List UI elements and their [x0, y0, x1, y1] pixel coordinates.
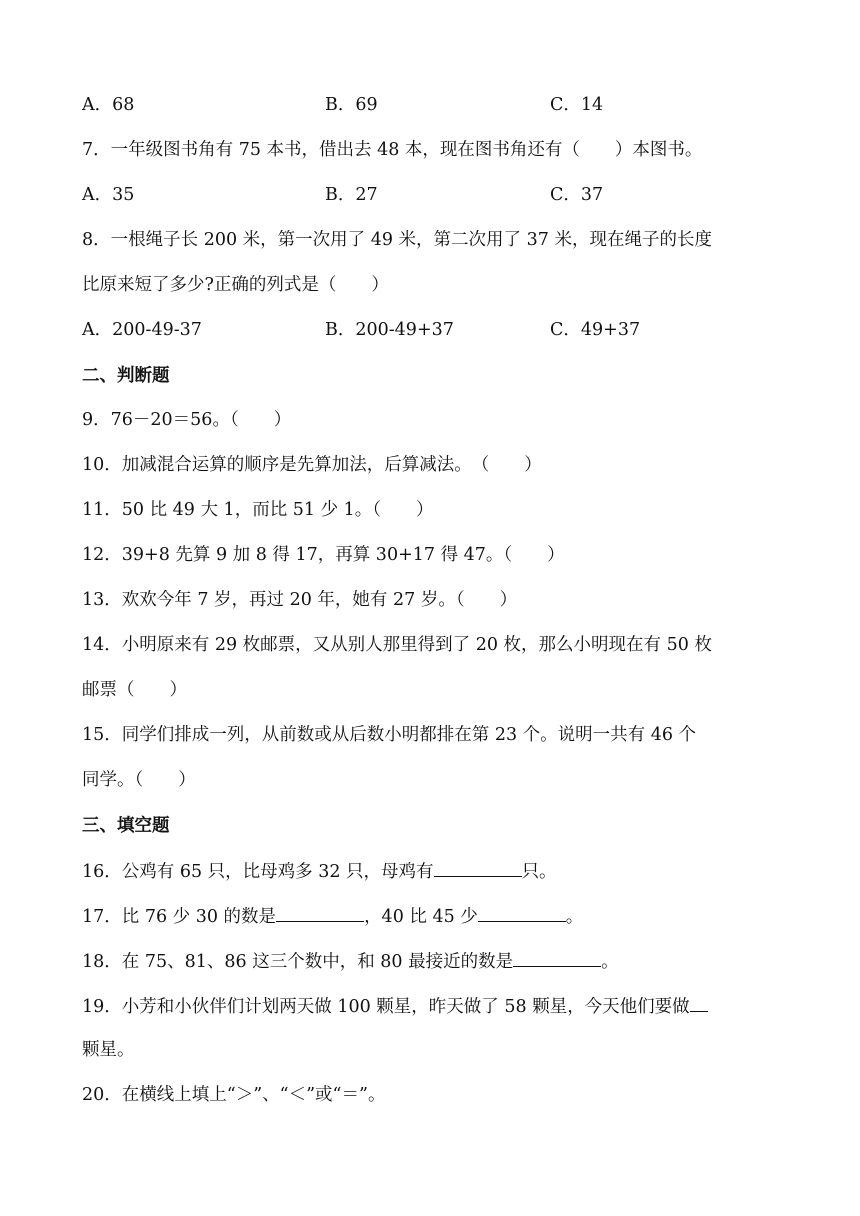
- q8-option-b: B．200-49+37: [325, 320, 454, 340]
- section-heading-fill-in: 三、填空题: [82, 816, 170, 836]
- question-8-line-1: 8．一根绳子长 200 米，第一次用了 49 米，第二次用了 37 米，现在绳子的长度: [82, 230, 712, 250]
- q17-text-before: 17．比 76 少 30 的数是: [82, 907, 277, 927]
- question-20: 20．在横线上填上“＞”、“＜”或“＝”。: [82, 1085, 386, 1105]
- question-10: 10．加减混合运算的顺序是先算加法，后算减法。 （ ）: [82, 455, 542, 475]
- q16-text-after: 只。: [521, 862, 557, 882]
- q6-option-a: A．68: [82, 95, 135, 115]
- question-18: [82, 948, 619, 974]
- q8-option-a: A．200-49-37: [82, 320, 202, 340]
- question-16: [82, 858, 557, 884]
- q19-text-line-1: 19．小芳和小伙伴们计划两天做 100 颗星，昨天做了 58 颗星，今天他们要做: [82, 997, 690, 1017]
- section-heading-judgement: 二、判断题: [82, 366, 170, 386]
- q19-answer-blank[interactable]: [690, 993, 708, 1012]
- q18-text-after: 。: [601, 952, 619, 972]
- q8-option-c: C．49+37: [550, 320, 641, 340]
- question-12: 12．39+8 先算 9 加 8 得 17，再算 30+17 得 47。（ ）: [82, 545, 565, 565]
- question-13: 13．欢欢今年 7 岁，再过 20 年，她有 27 岁。（ ）: [82, 590, 518, 610]
- q18-answer-blank[interactable]: [513, 948, 601, 967]
- question-7: 7．一年级图书角有 75 本书，借出去 48 本，现在图书角还有（ ）本图书。: [82, 140, 703, 160]
- question-19-line-1: [82, 993, 708, 1019]
- q6-option-b: B．69: [325, 95, 378, 115]
- q17-answer-blank-2[interactable]: [478, 903, 566, 922]
- question-15-line-1: 15．同学们排成一列，从前数或从后数小明都排在第 23 个。说明一共有 46 个: [82, 725, 697, 745]
- question-8-line-2: 比原来短了多少?正确的列式是（ ）: [82, 275, 389, 295]
- q17-answer-blank-1[interactable]: [276, 903, 364, 922]
- question-17: [82, 903, 583, 929]
- question-9: 9．76－20＝56。（ ）: [82, 410, 292, 430]
- question-15-line-2: 同学。（ ）: [82, 770, 196, 790]
- question-14-line-1: 14．小明原来有 29 枚邮票，又从别人那里得到了 20 枚，那么小明现在有 50 枚: [82, 635, 712, 655]
- q18-text-before: 18．在 75、81、86 这三个数中，和 80 最接近的数是: [82, 952, 514, 972]
- q16-text-before: 16．公鸡有 65 只，比母鸡多 32 只，母鸡有: [82, 862, 434, 882]
- q7-option-a: A．35: [82, 185, 135, 205]
- q6-option-c: C．14: [550, 95, 604, 115]
- question-19-line-2: 颗星。: [82, 1040, 135, 1060]
- q7-option-b: B．27: [325, 185, 378, 205]
- question-14-line-2: 邮票（ ）: [82, 680, 187, 700]
- q7-option-c: C．37: [550, 185, 604, 205]
- q16-answer-blank[interactable]: [434, 858, 522, 877]
- q17-text-after: 。: [565, 907, 584, 927]
- q17-text-middle: ，40 比 45 少: [364, 907, 478, 927]
- question-11: 11．50 比 49 大 1，而比 51 少 1。（ ）: [82, 500, 434, 520]
